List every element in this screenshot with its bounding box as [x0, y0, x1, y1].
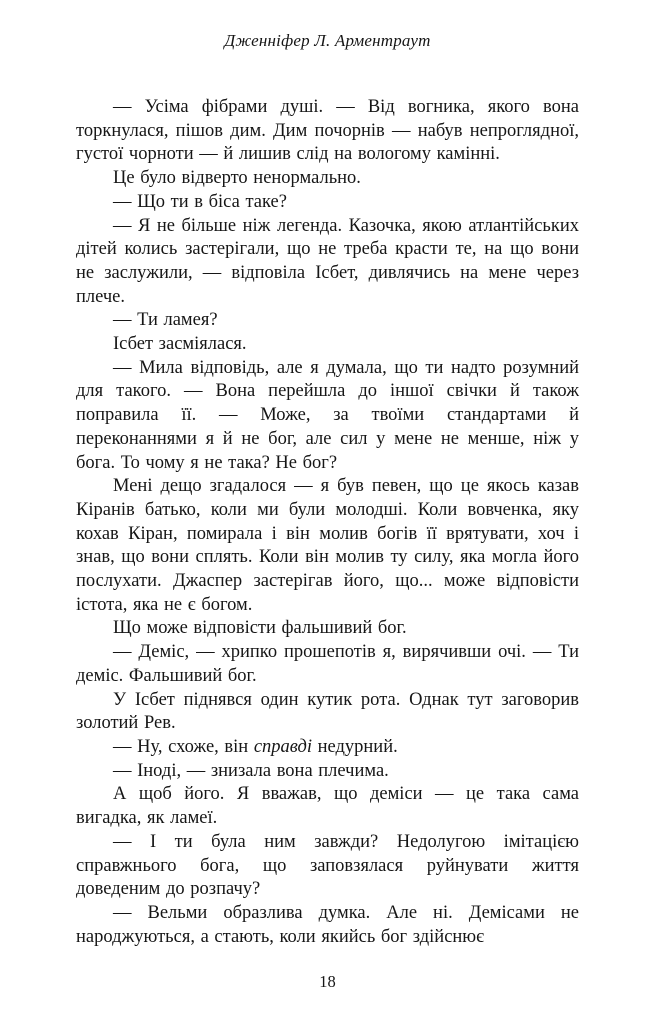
paragraph — [76, 333, 579, 357]
paragraph — [76, 96, 579, 167]
paragraph — [76, 475, 579, 617]
paragraph — [76, 783, 579, 830]
text-segment: — Іноді, — знизала вона плечима. — [113, 760, 389, 781]
text-segment: — Що ти в біса таке? — [113, 191, 287, 212]
paragraph — [76, 617, 579, 641]
text-segment: А щоб його. Я вважав, що деміси — це така сама вигадка, як ламеї. — [76, 784, 579, 829]
text-segment: — Усіма фібрами душі. — Від вогника, якого вона торкнулася, пішов дим. Дим почорнів — набув непроглядної, густої чорноти — й лишив слід на вологому камінні. — [76, 97, 579, 165]
text-segment: Ісбет засміялася. — [113, 334, 247, 355]
text-segment: недурний. — [311, 736, 398, 757]
text-segment: Що може відповісти фальшивий бог. — [113, 618, 407, 639]
text-segment: — Ну, схоже, він — [113, 736, 254, 757]
text-segment: — І ти була ним завжди? Недолугою імітацією справжнього бога, що заповзялася руйнувати життя доведеним до розпачу? — [76, 831, 579, 900]
page-number: 18 — [319, 972, 336, 991]
paragraph — [76, 215, 579, 310]
paragraph — [76, 309, 579, 333]
paragraph — [76, 736, 579, 760]
text-segment: Мені дещо згадалося — я був певен, що це якось казав Кіранів батько, коли ми були молодші. Коли вовченка, яку кохав Кіран, помирала і він молив богів її врятувати, хоч і знав, що вони сплять. Коли він молив ту силу, яка могла його послухати. Джаспер застерігав його, що... може відповісти істота, яка не є богом. — [76, 476, 579, 615]
running-header: Дженніфер Л. Арментраут — [224, 31, 431, 50]
paragraph — [76, 902, 579, 949]
text-segment: Це було відверто ненормально. — [113, 168, 361, 189]
paragraph — [76, 167, 579, 191]
italic-text: справді — [253, 736, 312, 757]
paragraph — [76, 357, 579, 476]
text-segment: — Мила відповідь, але я думала, що ти надто розумний для такого. — Вона перейшла до іншої свічки й також поправила її. — Може, за твоїми стандартами й переконаннями я й не бог, але сил у мене не менше, ніж у бога. То чому я не така? Не бог? — [76, 357, 579, 473]
text-segment: — Ти ламея? — [113, 310, 218, 331]
paragraph — [76, 760, 579, 784]
paragraph — [76, 641, 579, 688]
text-segment: У Ісбет піднявся один кутик рота. Однак тут заговорив золотий Рев. — [76, 689, 579, 734]
paragraph — [76, 191, 579, 215]
paragraph — [76, 689, 579, 736]
page-text — [76, 96, 579, 949]
text-segment: — Деміс, — хрипко прошепотів я, вирячивши очі. — Ти деміс. Фальшивий бог. — [76, 642, 579, 686]
text-segment: — Я не більше ніж легенда. Казочка, якою атлантійських дітей колись застерігали, що не треба красти те, на що вони не заслужили, — відповіла Ісбет, дивлячись на мене через плече. — [76, 215, 579, 307]
paragraph — [76, 831, 579, 902]
text-segment: — Вельми образлива думка. Але ні. Демісами не народжуються, а стають, коли якийсь бог здійснює — [76, 902, 579, 947]
